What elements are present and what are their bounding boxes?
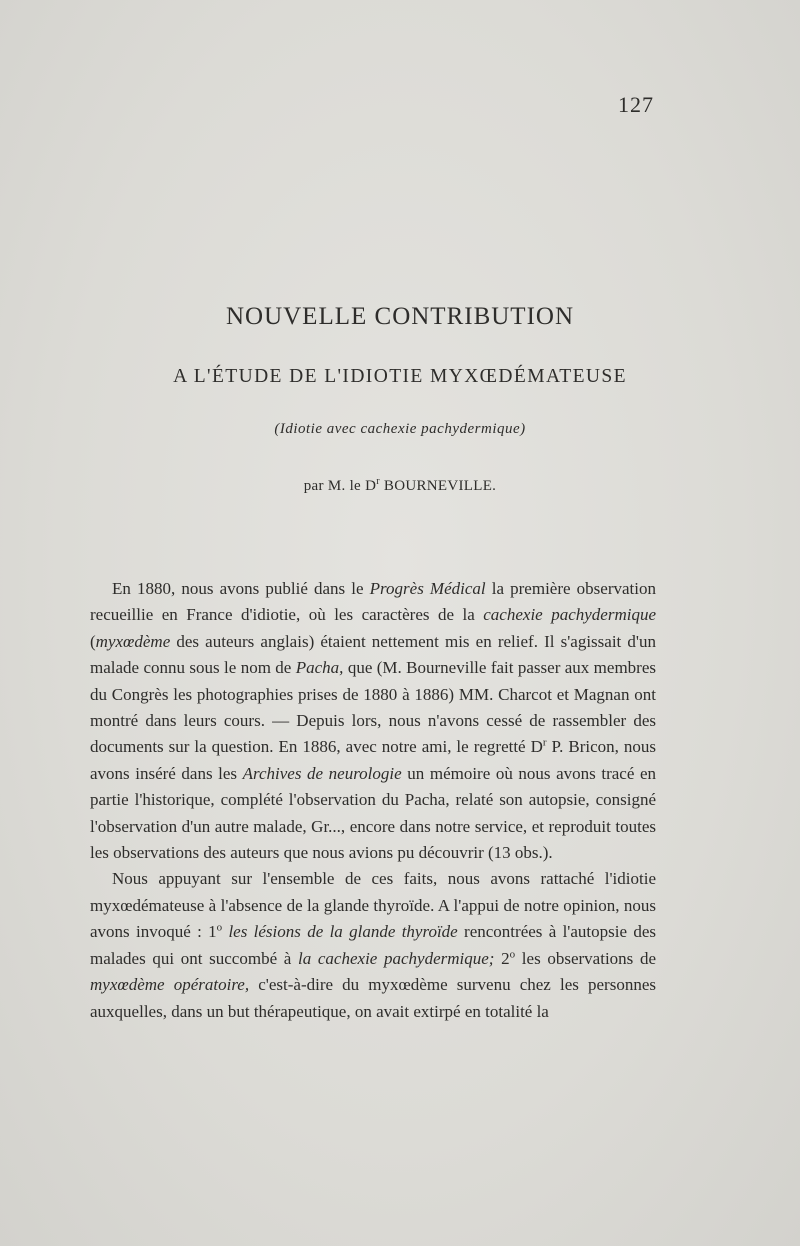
p1-text-4: des auteurs anglais) étaient nettement mis en relief. Il s'agissait d'un malade connu sous le nom de [90, 631, 656, 678]
p2-text-5: les observations de [515, 948, 656, 968]
p1-text-6: P. Bricon, nous avons inséré dans les [90, 737, 656, 783]
byline-author: BOURNEVILLE. [379, 478, 497, 494]
article-title: NOUVELLE CONTRIBUTION [225, 303, 575, 330]
p1-italic-5: Archives de neurologie [242, 763, 402, 783]
p1-text-2: la première observation recueillie en France d'idiotie, où les caractères de la [90, 579, 656, 625]
p1-text-1: En 1880, nous avons publié dans le [112, 579, 370, 598]
p1-italic-3: myxœdème [95, 631, 171, 651]
p2-text-1: Nous appuyant sur l'ensemble de ces faits, nous avons rattaché l'idiotie myxœdémateuse à l'absence de la glande thyroïde. A l'appui de notre opinion, nous avons invoqué : 1 [90, 869, 656, 942]
article-body [90, 576, 656, 1025]
p2-text-4: 2 [494, 948, 510, 968]
paragraph-1 [90, 576, 656, 866]
p2-italic-2: la cachexie pachydermique; [298, 948, 495, 968]
author-byline [0, 476, 800, 495]
p1-italic-4: Pacha, [295, 658, 344, 678]
p1-italic-1: Progrès Médical [369, 579, 486, 598]
p2-text-3: rencontrées à l'autopsie des malades qui ont succombé à [90, 922, 657, 968]
p1-sup-1: r [542, 736, 547, 749]
p2-sup-2: o [509, 948, 516, 961]
p2-text-6: c'est-à-dire du myxœdème survenu chez les personnes auxquelles, dans un but thérapeutique, on avait extirpé en totalité la [90, 975, 656, 1021]
p2-sup-1: o [216, 921, 223, 934]
article-parenthetical: (Idiotie avec cachexie pachydermique) [274, 421, 526, 437]
p1-text-3: ( [90, 631, 96, 651]
p2-italic-3: myxœdème opératoire, [90, 975, 250, 995]
p2-italic-1: les lésions de la glande thyroïde [228, 922, 458, 942]
p1-italic-2: cachexie pachydermique [483, 605, 656, 625]
p1-text-5: que (M. Bourneville fait passer aux membres du Congrès les photographies prises de 1880 à 1886) MM. Charcot et Magnan ont montré dans leurs cours. — Depuis lors, nous n'avons cessé de rassembler des documents sur la question. En 1886, avec notre ami, le regretté D [90, 658, 656, 757]
byline-sup: r [376, 476, 380, 487]
page-number: 127 [618, 92, 654, 117]
p1-text-7: un mémoire où nous avons tracé en partie l'historique, complété l'observation du Pacha, relaté son autopsie, consigné l'observation d'un autre malade, Gr..., encore dans notre service, et reproduit toutes les observations des auteurs que nous avions pu découvrir (13 obs.). [90, 763, 656, 863]
byline-prefix: par M. le D [303, 478, 377, 494]
article-subtitle: A L'ÉTUDE DE L'IDIOTIE MYXŒDÉMATEUSE [173, 366, 627, 387]
paragraph-2 [90, 866, 656, 1024]
